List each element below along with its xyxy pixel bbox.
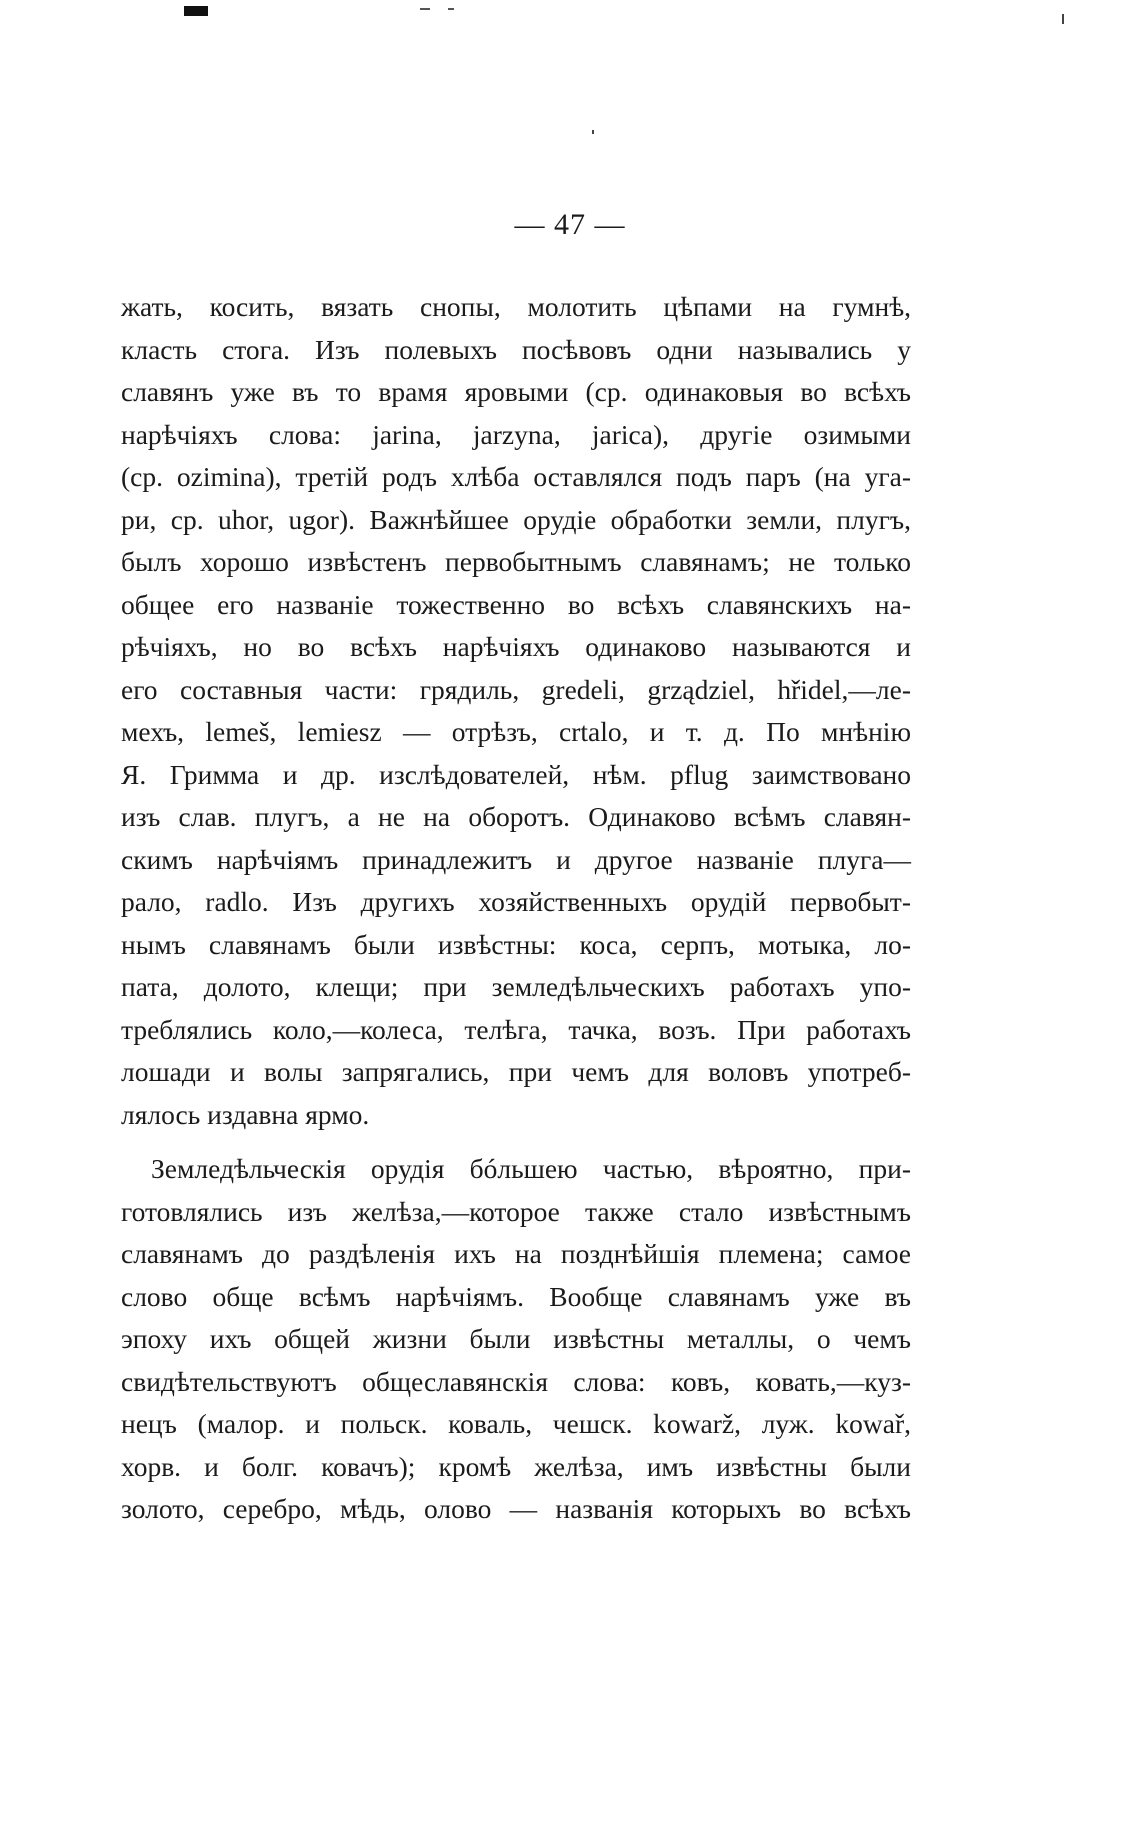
- text-line: (ср. ozimina), третій родъ хлѣба оставлялся подъ паръ (на уга-: [121, 461, 911, 492]
- scan-mark-left: [184, 6, 208, 16]
- text-line: скимъ нарѣчіямъ принадлежитъ и другое названіе плуга—: [121, 843, 911, 875]
- text-line: славянамъ до раздѣленія ихъ на позднѣйшія племена; самое: [121, 1238, 911, 1269]
- text-line: мехъ, lemeš, lemiesz — отрѣзъ, crtalo, и т. д. По мнѣнію: [121, 716, 911, 747]
- scan-mark-top-2: [448, 8, 454, 10]
- text-line: славянъ уже въ то врамя яровыми (ср. одинаковыя во всѣхъ: [121, 376, 911, 407]
- text-line: рало, radlo. Изъ другихъ хозяйственныхъ орудій первобыт-: [121, 886, 911, 917]
- text-line: изъ слав. плугъ, а не на оборотъ. Одинаково всѣмъ славян-: [121, 801, 911, 832]
- paragraph-gap: [121, 1136, 911, 1148]
- text-line: золото, серебро, мѣдь, олово — названія которыхъ во всѣхъ: [121, 1493, 911, 1524]
- text-line: пата, долото, клещи; при земледѣльческихъ работахъ упо-: [121, 971, 911, 1002]
- scan-mark-top: [420, 8, 430, 10]
- text-line: нымъ славянамъ были извѣстны: коса, серпъ, мотыка, ло-: [121, 928, 911, 960]
- text-line: свидѣтельствуютъ общеславянскія слова: ковъ, ковать,—куз-: [121, 1365, 911, 1397]
- text-line: лошади и волы запрягались, при чемъ для воловъ употреб-: [121, 1056, 911, 1087]
- page-number: — 47 —: [514, 208, 626, 241]
- text-line: нарѣчіяхъ слова: jarina, jarzyna, jarica), другіе озимыми: [121, 418, 911, 450]
- body-text: [121, 286, 911, 1531]
- text-line: треблялись коло,—колеса, телѣга, тачка, возъ. При работахъ: [121, 1013, 911, 1045]
- paragraph-1: [121, 286, 911, 1136]
- text-line: хорв. и болг. ковачъ); кромѣ желѣза, имъ извѣстны были: [121, 1450, 911, 1482]
- text-line: рѣчіяхъ, но во всѣхъ нарѣчіяхъ одинаково называются и: [121, 631, 911, 662]
- text-line: готовлялись изъ желѣза,—которое также стало извѣстнымъ: [121, 1195, 911, 1227]
- scan-mark-right: [1062, 14, 1064, 24]
- text-line: Я. Гримма и др. изслѣдователей, нѣм. pflug заимствовано: [121, 758, 911, 790]
- paragraph-2: [121, 1148, 911, 1531]
- text-line: Земледѣльческія орудія бóльшею частью, вѣроятно, при-: [151, 1153, 911, 1184]
- scan-mark-center: [592, 130, 594, 134]
- text-line: класть стога. Изъ полевыхъ посѣвовъ одни назывались у: [121, 333, 911, 365]
- text-line: общее его названіе тожественно во всѣхъ славянскихъ на-: [121, 588, 911, 620]
- text-line: нецъ (малор. и польск. коваль, чешск. kowarž, луж. kowař,: [121, 1408, 911, 1439]
- text-line: былъ хорошо извѣстенъ первобытнымъ славянамъ; не только: [121, 546, 911, 577]
- text-line: слово обще всѣмъ нарѣчіямъ. Вообще славянамъ уже въ: [121, 1280, 911, 1312]
- text-line: ри, ср. uhor, ugor). Важнѣйшее орудіе обработки земли, плугъ,: [121, 503, 911, 535]
- text-line: лялось издавна ярмо.: [121, 1098, 370, 1130]
- text-line: жать, косить, вязать снопы, молотить цѣпами на гумнѣ,: [121, 291, 911, 322]
- text-line: эпоху ихъ общей жизни были извѣстны металлы, о чемъ: [121, 1323, 911, 1354]
- text-line: его составныя части: грядиль, gredeli, grządziel, hřidel,—ле-: [121, 673, 911, 705]
